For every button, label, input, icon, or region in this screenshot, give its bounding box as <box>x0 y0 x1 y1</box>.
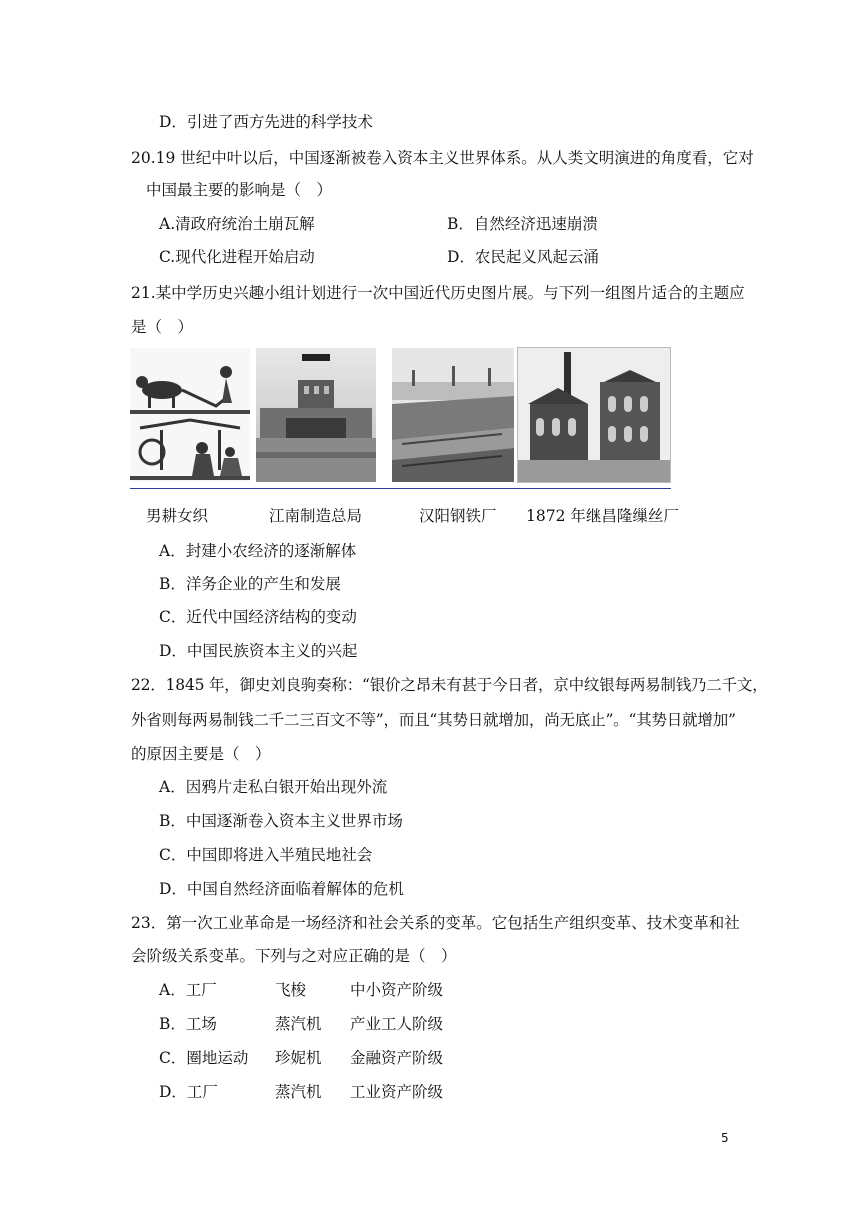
q20-option-b: B．自然经济迅速崩溃 <box>447 215 598 233</box>
caption-jiangnan-arsenal: 江南制造总局 <box>269 507 363 525</box>
q22-stem-line3: 的原因主要是（ ） <box>131 745 271 763</box>
q21-option-c: C．近代中国经济结构的变动 <box>159 608 357 626</box>
q23-option-b-tech: 蒸汽机 <box>275 1015 322 1033</box>
q23-option-c-tech: 珍妮机 <box>275 1049 322 1067</box>
q19-option-d: D．引进了西方先进的科学技术 <box>159 113 373 131</box>
q21-stem-line2: 是（ ） <box>131 318 194 336</box>
caption-farming-weaving: 男耕女织 <box>146 507 209 525</box>
q23-option-b-class: 产业工人阶级 <box>350 1015 444 1033</box>
q23-stem-line2: 会阶级关系变革。下列与之对应正确的是（ ） <box>131 947 457 965</box>
q23-option-d-org: D．工厂 <box>159 1083 218 1101</box>
q23-option-c-class: 金融资产阶级 <box>350 1049 444 1067</box>
q22-stem-line2: 外省则每两易制钱二千二三百文不等”，而且“其势日就增加，尚无底止”。“其势日就增加” <box>131 711 736 729</box>
q23-option-d-tech: 蒸汽机 <box>275 1083 322 1101</box>
page-number: 5 <box>721 1131 729 1145</box>
q23-stem-line1: 23．第一次工业革命是一场经济和社会关系的变革。它包括生产组织变革、技术变革和社 <box>131 914 740 932</box>
q21-option-d: D．中国民族资本主义的兴起 <box>159 642 358 660</box>
q22-option-a: A．因鸦片走私白银开始出现外流 <box>159 778 388 796</box>
q22-stem-line1: 22．1845 年，御史刘良驹奏称：“银价之昂未有甚于今日者，京中纹银每两易制钱乃二千文， <box>131 676 768 694</box>
hanyang-ironworks-picture <box>392 348 514 482</box>
q21-option-a: A．封建小农经济的逐渐解体 <box>159 542 357 560</box>
q21-option-b: B．洋务企业的产生和发展 <box>159 575 341 593</box>
q21-stem-line1: 21.某中学历史兴趣小组计划进行一次中国近代历史图片展。与下列一组图片适合的主题应 <box>131 284 745 302</box>
q20-stem-line1: 20.19 世纪中叶以后，中国逐渐被卷入资本主义世界体系。从人类文明演进的角度看，它对 <box>131 149 754 167</box>
q22-option-b: B．中国逐渐卷入资本主义世界市场 <box>159 812 403 830</box>
q23-option-c-org: C．圈地运动 <box>159 1049 249 1067</box>
q23-option-b-org: B．工场 <box>159 1015 217 1033</box>
farming-weaving-picture <box>130 348 250 482</box>
jiangnan-arsenal-picture <box>256 348 376 482</box>
q22-option-c: C．中国即将进入半殖民地社会 <box>159 846 373 864</box>
q20-option-c: C.现代化进程开始启动 <box>159 248 315 266</box>
picture-underline <box>130 488 671 489</box>
q23-option-a-class: 中小资产阶级 <box>350 981 444 999</box>
q23-option-a-tech: 飞梭 <box>275 981 307 999</box>
q23-option-a-org: A．工厂 <box>159 981 217 999</box>
caption-hanyang-ironworks: 汉阳钢铁厂 <box>419 507 497 525</box>
q20-option-a: A.清政府统治土崩瓦解 <box>159 215 315 233</box>
q20-option-d: D．农民起义风起云涌 <box>447 248 599 266</box>
caption-jichanglong-factory: 1872 年继昌隆缫丝厂 <box>526 507 679 525</box>
jichanglong-silk-factory-picture <box>518 348 670 482</box>
q20-stem-line2: 中国最主要的影响是（ ） <box>146 181 333 199</box>
q23-option-d-class: 工业资产阶级 <box>350 1083 444 1101</box>
q21-picture-strip <box>130 348 671 490</box>
q22-option-d: D．中国自然经济面临着解体的危机 <box>159 880 404 898</box>
